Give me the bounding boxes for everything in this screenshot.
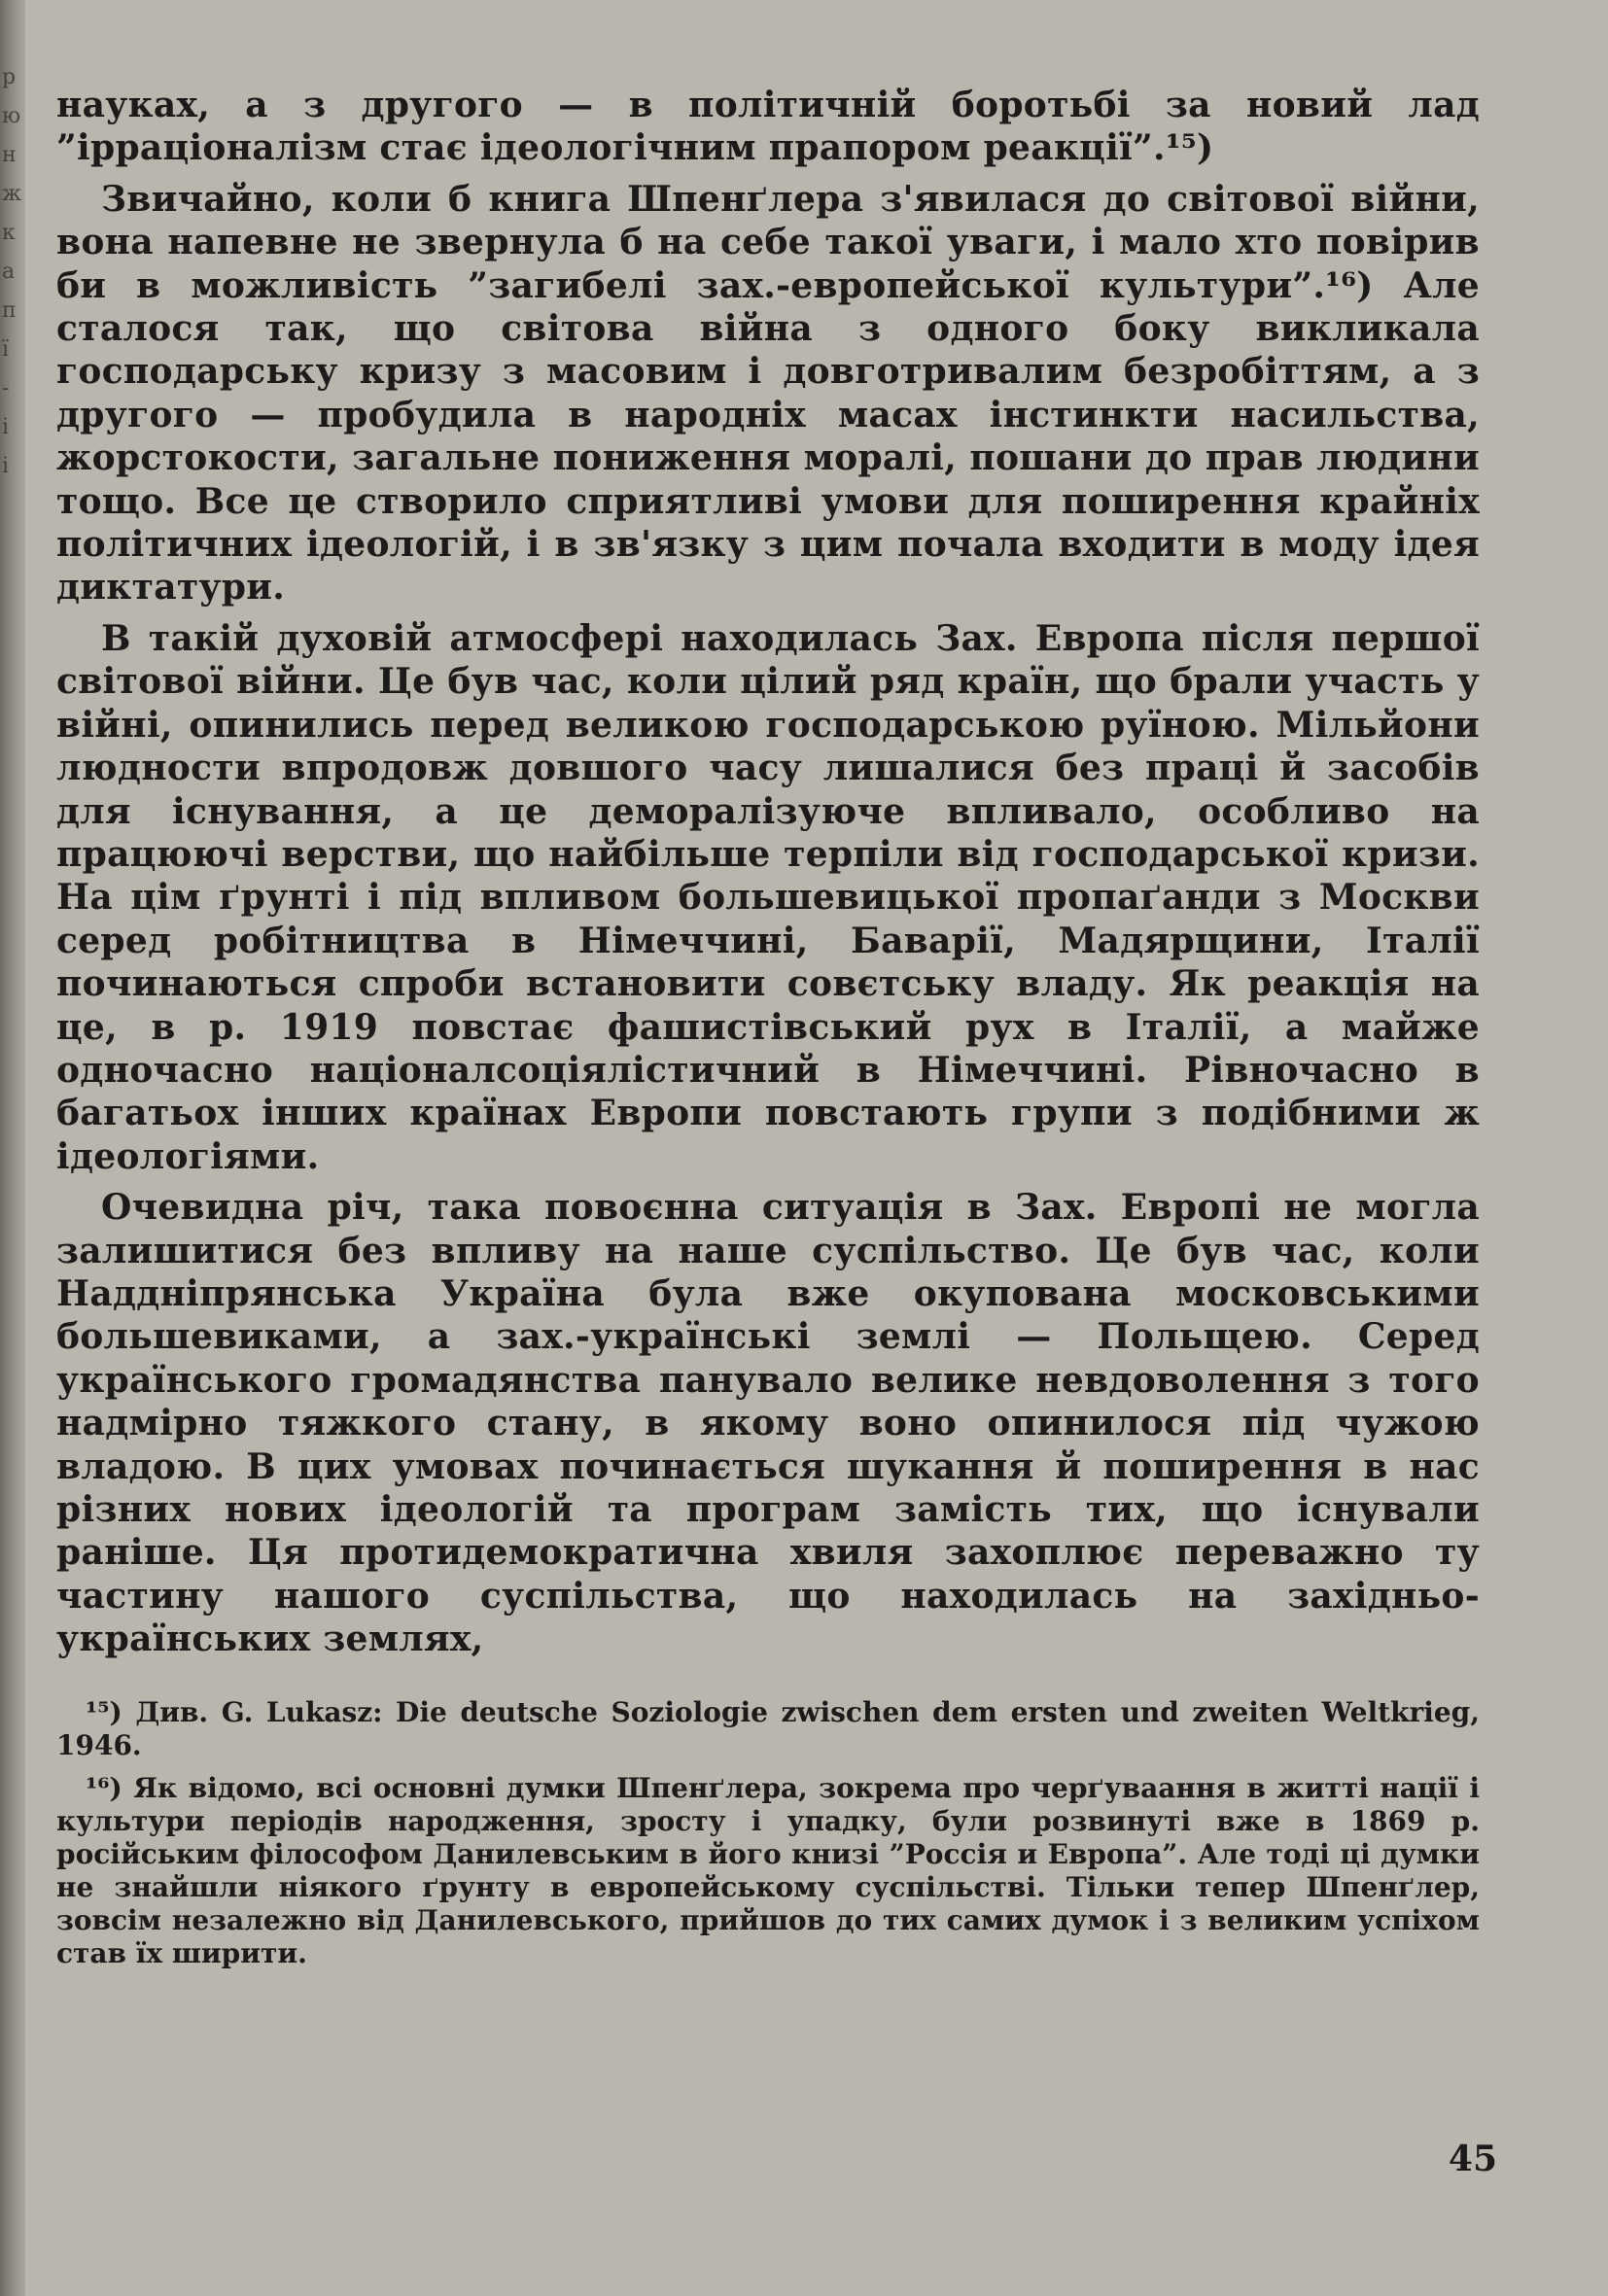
edge-fragment: н — [2, 143, 17, 167]
footnotes — [56, 1696, 1480, 1970]
edge-fragment: ю — [2, 104, 21, 128]
edge-fragment: і — [2, 454, 10, 478]
footnote-15: ¹⁵) Див. G. Lukasz: Die deutsche Soziologie zwischen dem ersten und zweiten Weltkrieg, 1946. — [56, 1695, 1480, 1761]
paragraph: Очевидна річ, така повоєнна ситуація в Зах. Европі не могла залишитися без впливу на наше суспільство. Це був час, коли Наддніпрянська Україна була вже окупована московськими большевиками, а зах.-українські землі — Польщею. Серед українського громадянства панувало велике невдоволення з того надмірно тяжкого стану, в якому воно опинилося під чужою владою. В цих умовах починається шукання й поширення в нас різних нових ідеологій та програм замість тих, що існували раніше. Ця протидемократична хвиля захоплює переважно ту частину нашого суспільства, що находилась на західньо-українських землях, — [56, 1187, 1480, 1660]
previous-page-edge-text — [2, 58, 23, 486]
edge-fragment: к — [2, 221, 16, 245]
edge-fragment: - — [2, 376, 10, 400]
edge-fragment: і — [2, 415, 10, 439]
edge-fragment: ї — [2, 337, 10, 362]
edge-fragment: р — [2, 65, 17, 89]
edge-fragment: ж — [2, 182, 22, 206]
edge-fragment: п — [2, 298, 17, 323]
paragraph: В такій духовій атмосфері находилась Зах. Европа після першої світової війни. Це був час, коли цілий ряд країн, що брали участь у війні, опинились перед великою господарською руїною. Мільйони людности впродовж довшого часу лишалися без праці й засобів для існування, а це деморалізуюче впливало, особливо на працюючі верстви, що найбільше терпіли від господарської кризи. На цім ґрунті і під впливом большевицької пропаґанди з Москви серед робітництва в Німеччині, Баварії, Мадярщини, Італії починаються спроби встановити совєтську владу. Як реакція на це, в р. 1919 повстає фашистівський рух в Італії, а майже одночасно націоналсоціялістичний в Німеччині. Рівночасно в багатьох інших країнах Европи повстають групи з подібними ж ідеологіями. — [56, 617, 1480, 1177]
page-body — [56, 84, 1480, 1980]
paragraph: Звичайно, коли б книга Шпенґлера з'явилася до світової війни, вона напевне не звернула б на себе такої уваги, і мало хто повірив би в можливість ”загибелі зах.-европейської культури”.¹⁶) Але сталося так, що світова війна з одного боку викликала господарську кризу з масовим і довготривалим безробіттям, а з другого — пробудила в народніх масах інстинкти насильства, жорстокости, загальне пониження моралі, пошани до прав людини тощо. Все це створило сприятливі умови для поширення крайніх політичних ідеологій, і в зв'язку з цим почала входити в моду ідея диктатури. — [56, 178, 1480, 609]
page-number: 45 — [1448, 2139, 1497, 2179]
edge-fragment: а — [2, 260, 16, 284]
paragraph-continued: науках, а з другого — в політичній боротьбі за новий лад ”ірраціоналізм стає ідеологічним прапором реакції”.¹⁵) — [56, 85, 1480, 169]
footnote-16: ¹⁶) Як відомо, всі основні думки Шпенґлера, зокрема про черґуваання в житті нації і культури періодів народження, зросту і упадку, були розвинуті вже в 1869 р. російським філософом Данилевським в його книзі ”Россія и Европа”. Але тоді ці думки не знайшли ніякого ґрунту в европейському суспільстві. Тільки тепер Шпенґлер, зовсім незалежно від Данилевського, прийшов до тих самих думок і з великим успіхом став їх ширити. — [56, 1771, 1480, 1969]
